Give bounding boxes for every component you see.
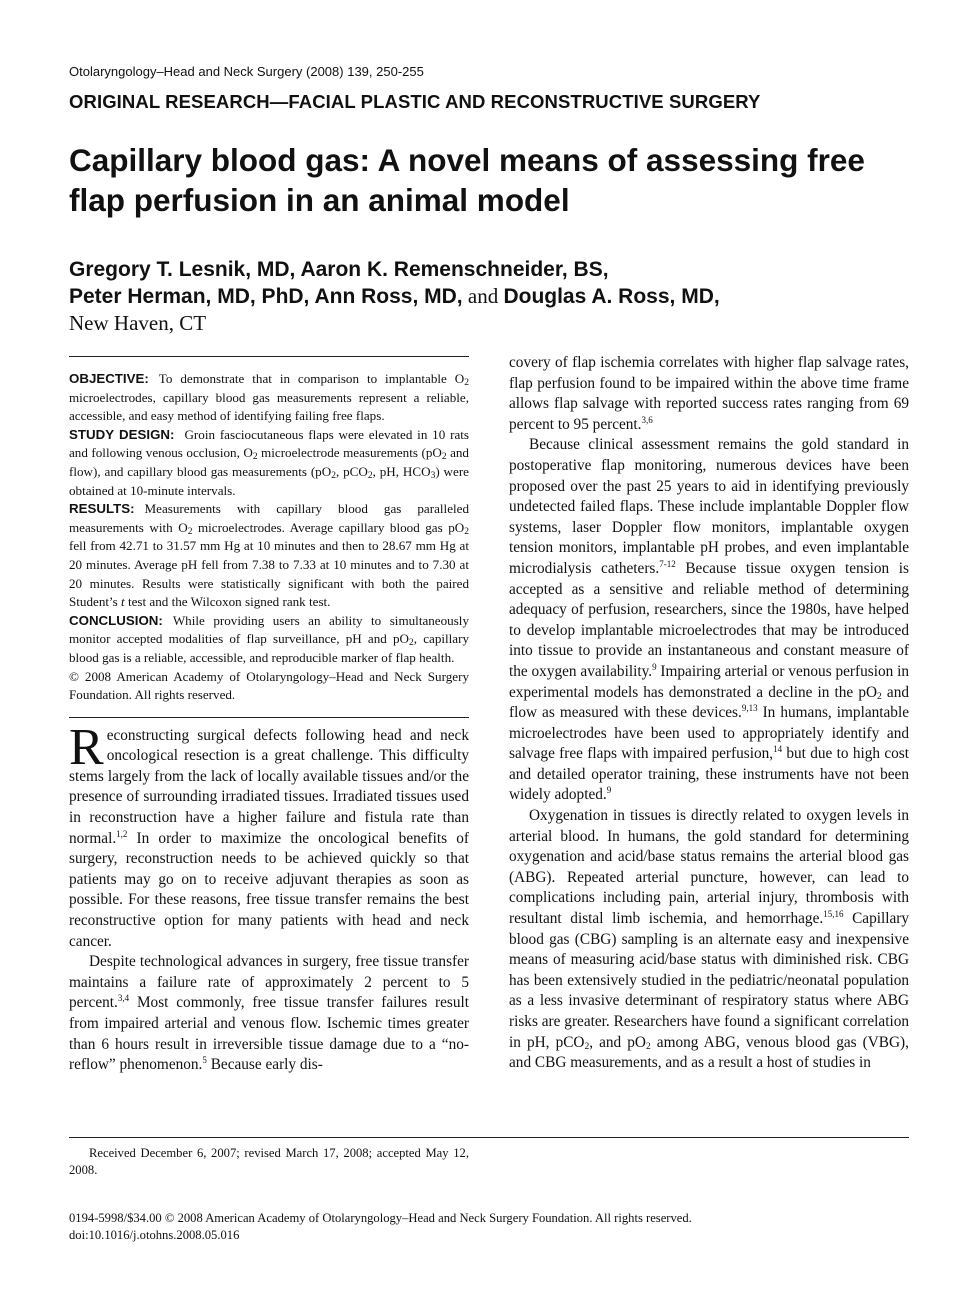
results-label: RESULTS: — [69, 501, 135, 517]
reference-link[interactable]: 14 — [773, 744, 783, 755]
paragraph-text: Because tissue oxygen tension is accepted as a sensitive and reliable method of determining adequacy of perfusion, researchers, since the 1980s, have helped to develop implantable microelectrodes that may be introduced into tissue to provide an instantaneous and constant measure of the oxygen availability. — [509, 559, 909, 680]
subscript: 2 — [252, 452, 258, 463]
paragraph-2 — [69, 952, 469, 1076]
subscript: 2 — [367, 470, 373, 481]
paragraph-4 — [509, 435, 909, 806]
abstract-results — [69, 500, 469, 612]
authors-line-2b: Douglas A. Ross, MD, — [503, 285, 720, 308]
results-text: test and the Wilcoxon signed rank test. — [124, 594, 331, 610]
design-text: Groin fasciocutaneous flaps were elevated in 10 rats and following venous occlusion, O — [69, 426, 469, 461]
abstract-conclusion — [69, 612, 469, 668]
paragraph-3 — [509, 353, 909, 435]
conclusion-text: While providing users an ability to simultaneously monitor accepted modalities of flap surveillance, pH and pO — [69, 612, 469, 647]
design-text: ) were obtained at 10-minute intervals. — [69, 463, 469, 498]
reference-link[interactable]: 9 — [606, 785, 612, 796]
paragraph-text: Capillary blood gas (CBG) sampling is an alternate easy and inexpensive means of measuring acid/base status with diminished risk. CBG has been extensively studied in the pediatric/neonatal population as a less invasive determinant of respiratory status where ABG risks are greater. Researchers have found a significant correlation in pH, pCO — [509, 910, 909, 1051]
abstract-objective — [69, 370, 469, 426]
paragraph-text: Impairing arterial or venous perfusion in experimental models has demonstrated a decline in the pO — [509, 662, 910, 701]
study-design-label: STUDY DESIGN: — [69, 426, 175, 442]
results-text: fell from 42.71 to 31.57 mm Hg at 10 minutes and then to 28.67 mm Hg at 20 minutes. Average pH fell from 7.38 to 7.33 at 10 minutes and to 7.30 at 20 minutes. Results were statistically significant with both the paired Student’s — [69, 538, 469, 610]
subscript: 2 — [331, 470, 336, 481]
reference-link[interactable]: 9,13 — [741, 703, 758, 713]
design-text: and flow), and capillary blood gas measurements (pO — [69, 445, 469, 479]
paragraph-text: Oxygenation in tissues is directly related to oxygen levels in arterial blood. In humans, the gold standard for determining oxygenation and acid/base status remains the arterial blood gas (ABG). Repeated arterial puncture, however, can lead to complications including pain, arterial injury, thrombosis with resultant distal limb ischemia, and hemorrhage. — [509, 807, 909, 928]
subscript: 2 — [441, 452, 447, 463]
paragraph-text: among ABG, venous blood gas (VBG), and CBG measurements, and as a result a host of studies in — [509, 1033, 909, 1072]
reference-link[interactable]: 7-12 — [659, 558, 676, 569]
design-text: , pCO — [335, 463, 368, 479]
subscript: 2 — [464, 378, 469, 388]
subscript: 2 — [187, 526, 193, 537]
design-text: , pH, HCO — [372, 463, 431, 479]
doi-link[interactable]: doi:10.1016/j.otohns.2008.05.016 — [69, 1228, 240, 1242]
objective-label: OBJECTIVE: — [69, 371, 149, 386]
objective-text-cont: microelectrodes, capillary blood gas measurements represent a reliable, accessible, and easy method of identifying failing free flaps. — [69, 389, 469, 424]
subscript: 3 — [430, 470, 436, 481]
conclusion-label: CONCLUSION: — [69, 612, 163, 628]
subscript: 2 — [584, 1041, 590, 1052]
reference-link[interactable]: 1,2 — [116, 828, 128, 839]
paragraph-5 — [509, 806, 909, 1074]
paragraph-text: and flow as measured with these devices. — [509, 683, 909, 722]
received-dates: Received December 6, 2007; revised March 17, 2008; accepted May 12, 2008. — [69, 1146, 469, 1177]
paragraph-text: Despite technological advances in surgery, free tissue transfer maintains a failure rate of approximately 2 percent to 5 percent. — [69, 953, 469, 1012]
left-column — [69, 356, 469, 1076]
conclusion-text: , capillary blood gas is a reliable, accessible, and reproducible marker of flap health. — [69, 631, 469, 665]
reference-link[interactable]: 3,6 — [641, 414, 653, 425]
results-text: Measurements with capillary blood gas paralleled measurements with O — [69, 501, 469, 535]
abstract-study-design — [69, 426, 469, 500]
subscript: 2 — [877, 691, 882, 702]
reference-link[interactable]: 15,16 — [823, 908, 844, 919]
abstract-copyright: © 2008 American Academy of Otolaryngology–Head and Neck Surgery Foundation. All rights reserved. — [69, 668, 469, 703]
drop-cap: R — [69, 718, 104, 776]
paragraph-text: Because clinical assessment remains the gold standard in postoperative flap monitoring, numerous devices have been proposed over the past 25 years to aid in identifying previously undetected failed flaps. These include implantable Doppler flow systems, laser Doppler flow monitors, implantable oxygen tension monitors, implantable pH probes, and even implantable microdialysis catheters. — [509, 436, 909, 577]
journal-citation: Otolaryngology–Head and Neck Surgery (2008) 139, 250-255 — [69, 64, 424, 79]
article-title: Capillary blood gas: A novel means of assessing free flap perfusion in an animal model — [69, 142, 865, 218]
intro-text — [69, 718, 469, 1076]
section-heading: ORIGINAL RESEARCH—FACIAL PLASTIC AND RECONSTRUCTIVE SURGERY — [69, 91, 761, 112]
results-italic-t: t — [121, 594, 125, 610]
paragraph-text: but due to high cost and detailed operator training, these instruments have not been widely adopted. — [509, 745, 909, 804]
results-text: microelectrodes. Average capillary blood gas pO — [192, 519, 465, 535]
footer-copyright: 0194-5998/$34.00 © 2008 American Academy of Otolaryngology–Head and Neck Surgery Foundation. All rights reserved. — [69, 1211, 692, 1225]
author-location: New Haven, CT — [69, 311, 207, 335]
reference-link[interactable]: 5 — [202, 1055, 207, 1066]
paragraph-text: , and pO — [589, 1033, 646, 1051]
design-text: microelectrode measurements (pO — [257, 445, 442, 461]
abstract — [69, 357, 469, 705]
subscript: 2 — [645, 1041, 651, 1052]
paragraph-1 — [69, 718, 469, 953]
subscript: 2 — [408, 638, 414, 649]
paragraph-text: In humans, implantable microelectrodes have been used to appropriately identify and salvage free flaps with impaired perfusion, — [509, 704, 909, 763]
reference-link[interactable]: 9 — [652, 661, 657, 672]
reference-link[interactable]: 3,4 — [117, 993, 130, 1004]
author-list — [69, 256, 909, 337]
paragraph-text: Most commonly, free tissue transfer failures result from impaired arterial and venous flow. Ischemic times greater than 6 hours result in irreversible tissue damage due to a “no-reflow” phenomenon. — [69, 994, 469, 1074]
authors-line-2a: Peter Herman, MD, PhD, Ann Ross, MD, — [69, 285, 463, 308]
footnote-rule — [69, 1137, 909, 1138]
paragraph-text: In order to maximize the oncological benefits of surgery, reconstruction needs to be achieved quickly so that patients may go on to receive adjuvant therapies as soon as possible. For these reasons, free tissue transfer remains the best reconstructive option for many patients with head and neck cancer. — [69, 829, 469, 950]
authors-line-1: Gregory T. Lesnik, MD, Aaron K. Remenschneider, BS, — [69, 258, 609, 281]
right-column — [509, 353, 909, 1074]
abstract-bottom-rule — [69, 717, 469, 718]
authors-and: and — [467, 284, 499, 308]
paragraph-text: Because early dis- — [206, 1056, 323, 1074]
objective-text: To demonstrate that in comparison to implantable O — [158, 371, 465, 386]
paragraph-text: econstructing surgical defects following head and neck oncological resection is a great challenge. This difficulty stems largely from the lack of locally available tissues and/or the presence of surrounding irradiated tissues. Irradiated tissues used in reconstruction have a higher failure and fistula rate than normal. — [69, 726, 469, 847]
paragraph-text: covery of flap ischemia correlates with higher flap salvage rates, flap perfusion found to be impaired within the above time frame allows flap salvage with reported success rates ranging from 69 percent to 95 percent. — [509, 354, 909, 433]
subscript: 2 — [464, 526, 470, 537]
